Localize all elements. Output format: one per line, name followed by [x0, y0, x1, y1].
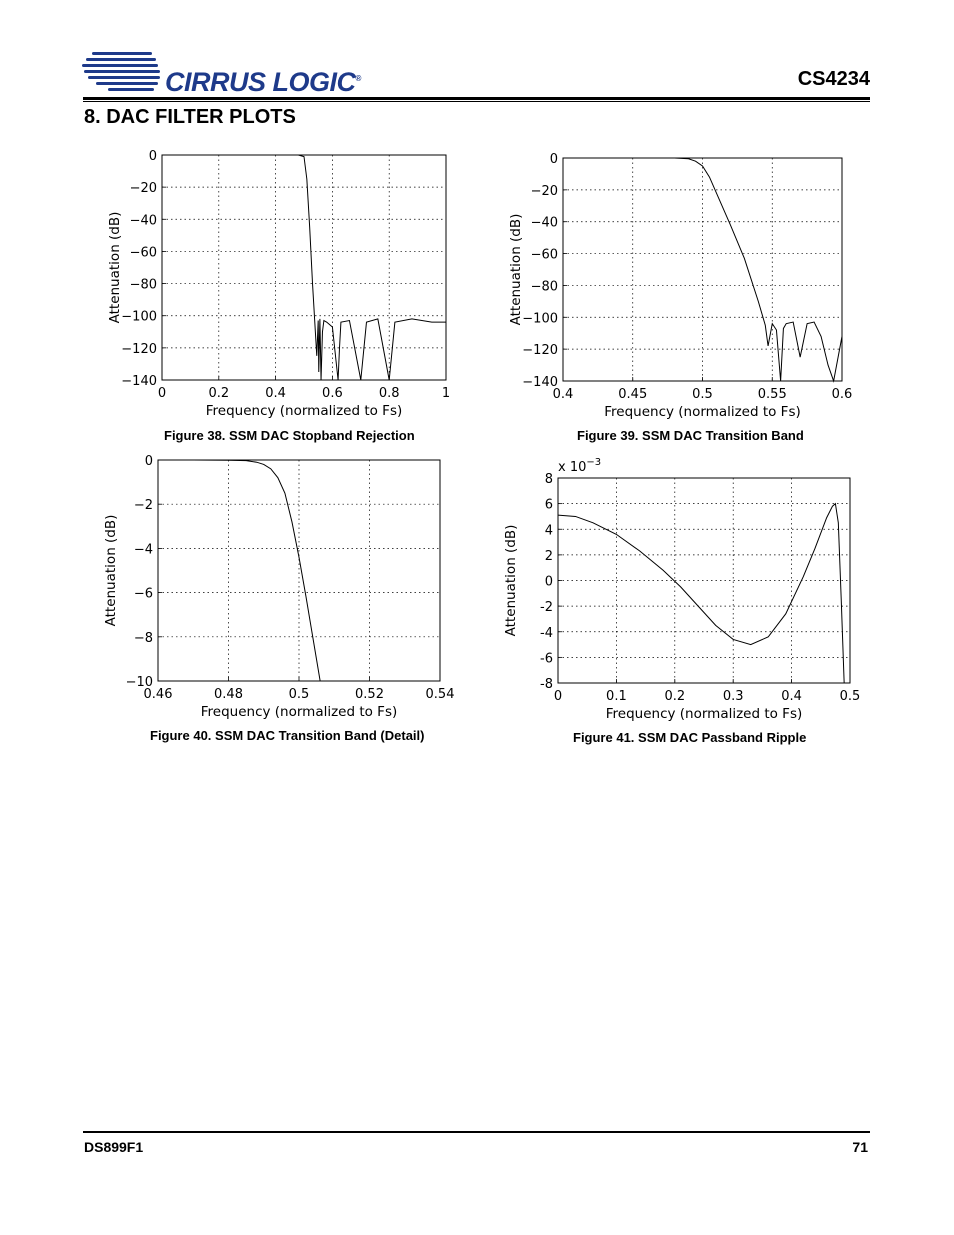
x-tick-label: 0.4	[265, 386, 286, 401]
x-tick-label: 0.52	[355, 687, 384, 702]
chart-svg	[500, 450, 870, 725]
y-tick-label: −140	[522, 375, 558, 390]
x-tick-label: 0.8	[378, 386, 400, 401]
series-line	[158, 460, 320, 681]
y-tick-label: −4	[133, 542, 153, 558]
header-rule	[83, 97, 870, 100]
axis-multiplier-exponent: −3	[586, 457, 602, 468]
footer-rule	[83, 1131, 870, 1133]
part-number: CS4234	[797, 68, 870, 90]
chart-svg	[100, 455, 460, 725]
x-axis-label: Frequency (normalized to Fs)	[200, 704, 398, 720]
x-tick-label: 0	[553, 689, 563, 704]
y-tick-label: 2	[544, 548, 553, 564]
x-tick-label: 1	[441, 386, 451, 401]
y-tick-label: −10	[125, 675, 153, 690]
plot-stopband-rejection	[100, 148, 460, 423]
y-axis-label: Attenuation (dB)	[503, 524, 519, 637]
y-tick-label: −2	[133, 498, 153, 514]
y-tick-label: −60	[530, 247, 558, 263]
y-axis-label: Attenuation (dB)	[508, 213, 524, 326]
x-tick-label: 0.4	[781, 689, 802, 704]
x-tick-label: 0.4	[552, 387, 574, 402]
y-tick-label: −40	[530, 215, 558, 231]
y-tick-label: −20	[129, 181, 157, 197]
x-tick-label: 0.3	[722, 689, 744, 704]
y-tick-label: 0	[549, 152, 558, 167]
y-tick-label: −140	[121, 374, 157, 389]
y-tick-label: −120	[522, 343, 558, 359]
x-tick-label: 0.45	[618, 387, 648, 402]
figure-38-caption: Figure 38. SSM DAC Stopband Rejection	[164, 428, 415, 443]
chart-svg	[500, 150, 860, 425]
document-id: DS899F1	[84, 1139, 144, 1155]
section-title: 8. DAC FILTER PLOTS	[84, 106, 296, 128]
y-tick-label: −20	[530, 183, 558, 199]
y-tick-label: −100	[522, 311, 558, 327]
figure-39-caption: Figure 39. SSM DAC Transition Band	[577, 428, 804, 443]
y-tick-label: −60	[129, 245, 157, 261]
x-tick-label: 0.6	[322, 386, 343, 401]
x-tick-label: 0.54	[425, 687, 455, 702]
y-tick-label: -4	[540, 625, 553, 641]
y-tick-label: 0	[144, 454, 153, 469]
x-tick-label: 0.48	[214, 687, 243, 702]
y-axis-label: Attenuation (dB)	[107, 211, 123, 324]
series-line	[162, 155, 446, 380]
y-tick-label: −120	[121, 341, 157, 357]
header-rule-thin	[83, 101, 870, 102]
y-axis-label: Attenuation (dB)	[103, 514, 119, 627]
y-tick-label: −80	[129, 277, 157, 293]
y-tick-label: −40	[129, 213, 157, 229]
x-tick-label: 0.2	[664, 689, 686, 704]
figure-41-caption: Figure 41. SSM DAC Passband Ripple	[573, 730, 807, 745]
plot-frame	[162, 155, 446, 380]
x-tick-label: 0.5	[839, 689, 861, 704]
x-tick-label: 0	[157, 386, 167, 401]
x-axis-label: Frequency (normalized to Fs)	[605, 706, 803, 722]
y-tick-label: −6	[133, 586, 153, 602]
plot-transition-band-detail	[100, 455, 460, 725]
x-tick-label: 0.46	[143, 687, 173, 702]
x-axis-label: Frequency (normalized to Fs)	[604, 404, 801, 420]
y-tick-label: -2	[540, 600, 553, 616]
y-tick-label: -8	[540, 677, 553, 692]
figure-40-caption: Figure 40. SSM DAC Transition Band (Detail)	[150, 728, 425, 743]
x-tick-label: 0.55	[757, 387, 787, 402]
axis-multiplier: x $10^{-3}$	[558, 457, 602, 475]
x-tick-label: 0.1	[606, 689, 627, 704]
plot-transition-band	[500, 150, 860, 425]
x-tick-label: 0.2	[208, 386, 230, 401]
y-tick-label: -6	[540, 651, 553, 667]
series-line	[558, 504, 844, 683]
x-tick-label: 0.5	[692, 387, 713, 402]
plot-frame	[158, 460, 440, 681]
y-tick-label: −8	[133, 630, 153, 646]
brand-name: CIRRUS LOGIC®	[165, 67, 361, 97]
y-tick-label: 4	[544, 523, 553, 539]
y-tick-label: 6	[544, 497, 553, 513]
x-tick-label: 0.6	[831, 387, 853, 402]
y-tick-label: 0	[544, 574, 553, 590]
y-tick-label: 8	[544, 472, 553, 487]
x-tick-label: 0.5	[288, 687, 310, 702]
chart-svg	[100, 148, 460, 423]
y-tick-label: −80	[530, 279, 558, 295]
plot-passband-ripple	[500, 450, 870, 725]
page-number: 71	[852, 1139, 868, 1155]
y-tick-label: −100	[121, 309, 157, 325]
y-tick-label: 0	[148, 149, 157, 164]
x-axis-label: Frequency (normalized to Fs)	[205, 403, 403, 419]
